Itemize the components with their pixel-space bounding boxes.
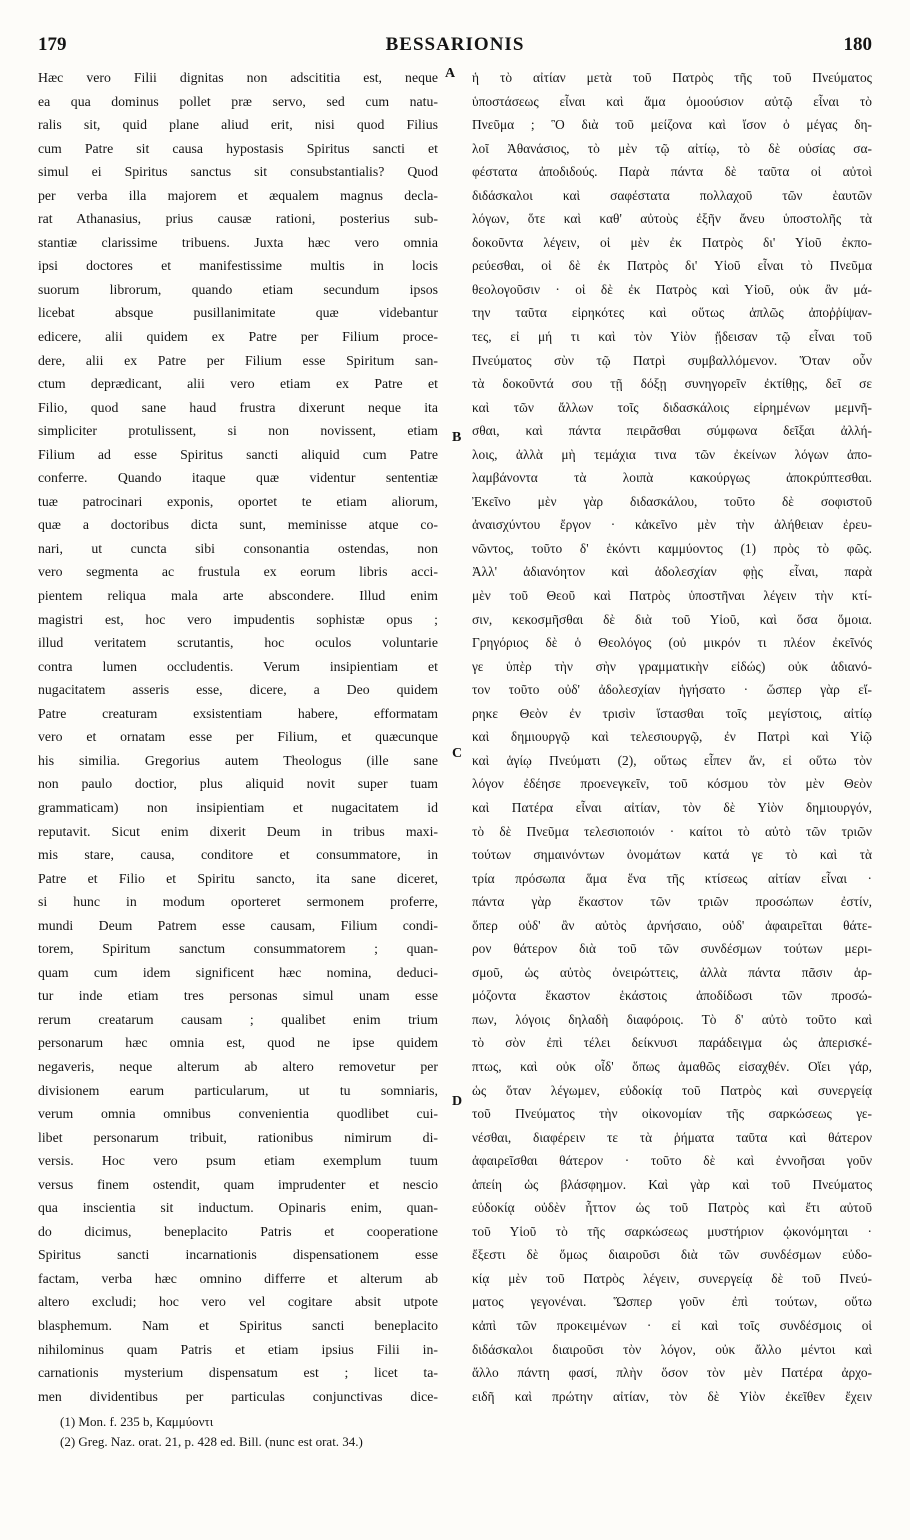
latin-text-line: dere, alii ex Patre per Filium esse Spiritum san- bbox=[38, 352, 438, 368]
latin-text-line: his similia. Gregorius autem Theologus (ille sane bbox=[38, 752, 438, 768]
greek-text-line: σθαι, καὶ πάντα πειρᾶσθαι σύμφωνα δεῖξαι ἀλλή- bbox=[472, 423, 872, 439]
greek-text-line: λαμβάνοντα τὰ λοιπὰ κακούργως ἀποκρύπτεσθαι. bbox=[472, 470, 872, 486]
greek-text-line: Πνεῦμα ; Ὃ διὰ τοῦ μείζονα καὶ ἴσον ὁ μέγας δη- bbox=[472, 117, 872, 133]
greek-text-line: ὡς ὅταν λέγωμεν, εὐδοκίᾳ τοῦ Πατρὸς καὶ συνεργείᾳ bbox=[472, 1082, 872, 1098]
greek-column bbox=[472, 66, 872, 1408]
latin-text-line: ctum deprædicant, alii vero etiam ex Patre et bbox=[38, 376, 438, 392]
greek-text-line: τον τοῦτο οὐδ' ἀδολεσχίαν ἡγήσατο · ὥσπερ γὰρ εἴ- bbox=[472, 682, 872, 698]
latin-text-line: negaveris, neque alterum ab altero removetur per bbox=[38, 1058, 438, 1074]
latin-text-line: verum omnia omnibus convenientia quodlibet cui- bbox=[38, 1106, 438, 1122]
latin-text-line: cum Patre sit causa hypostasis Spiritus sancti et bbox=[38, 140, 438, 156]
greek-text-line: σιν, κεκοσμῆσθαι δὲ διὰ τοῦ Υἱοῦ, καὶ ὅσα ὅμοια. bbox=[472, 611, 872, 627]
greek-text-line: κἀπὶ τῶν προκειμένων · εἰ καὶ τοῖς συνδέσμοις οἱ bbox=[472, 1317, 872, 1333]
latin-text-line: nugacitatem asseris esse, dicere, a Deo quidem bbox=[38, 682, 438, 698]
greek-text-line: ἀναισχύντου ἔργον · κἀκεῖνο μὲν τὴν ἀλήθειαν ἐρευ- bbox=[472, 517, 872, 533]
section-letter-c: C bbox=[452, 746, 463, 761]
latin-text-line: qua inscientia sit inductum. Opinaris enim, quan- bbox=[38, 1200, 438, 1216]
running-header bbox=[38, 34, 872, 64]
latin-text-line: licebat absque pusillanimitate quæ videbantur bbox=[38, 305, 438, 321]
latin-text-line: magistri est, hoc vero impudentis sophistæ opus ; bbox=[38, 611, 438, 627]
greek-text-line: τοῦ Πνεύματος τὴν οἰκονομίαν τῆς σαρκώσεως γε- bbox=[472, 1106, 872, 1122]
latin-text-line: edicere, alii quidem ex Patre per Filium proce- bbox=[38, 329, 438, 345]
latin-text-line: ipsi doctores et manifestissime multis in locis bbox=[38, 258, 438, 274]
greek-text-line: διδάσκαλοι καὶ σαφέστατα πολλαχοῦ τῶν ἑαυτῶν bbox=[472, 187, 872, 203]
latin-text-line: Patre creaturam exsistentiam habere, efformatam bbox=[38, 705, 438, 721]
latin-text-line: nihilominus quam Patris et etiam ipsius Filii in- bbox=[38, 1341, 438, 1357]
latin-text-line: Filium ad esse Spiritus sancti aliquid cum Patre bbox=[38, 446, 438, 462]
greek-text-line: θεολογοῦσιν · οἱ δὲ ἐκ Πατρὸς καὶ Υἱοῦ, οὐκ ἂν μά- bbox=[472, 281, 872, 297]
latin-text-line: conferre. Quando itaque quæ videntur sententiæ bbox=[38, 470, 438, 486]
greek-text-line: ὑποστάσεως εἶναι καὶ ἅμα ὁμοούσιον αὐτῷ εἶναι τὸ bbox=[472, 93, 872, 109]
greek-text-line: λοῖ Ἀθανάσιος, τὸ μὲν τῷ αἰτίῳ, τὸ δὲ οὐσίας σα- bbox=[472, 140, 872, 156]
latin-text-line: Hæc vero Filii dignitas non adscititia est, neque bbox=[38, 70, 438, 85]
greek-text-line: ὅπερ οὐδ' ἂν αὐτὸς ἀρνήσαιο, οὐδ' ἀφαιρεῖται θάτε- bbox=[472, 917, 872, 933]
greek-text-line: κίᾳ μὲν τοῦ Πατρὸς λέγειν, συνεργείᾳ δὲ τοῦ Πνεύ- bbox=[472, 1270, 872, 1286]
greek-text-line: διδάσκαλοι διαιροῦσι τὸν λόγον, οὐκ ἄλλο μέντοι καὶ bbox=[472, 1341, 872, 1357]
greek-text-line: εὐδοκίᾳ οὐδὲν ἧττον ὡς τοῦ Πατρὸς καὶ ἔτι αὐτοῦ bbox=[472, 1200, 872, 1216]
greek-text-line: ρον θάτερον διὰ τοῦ τῶν συνδέσμων τούτων μερι- bbox=[472, 941, 872, 957]
greek-text-line: ρεύεσθαι, οἱ δὲ ἐκ Πατρὸς δι' Υἱοῦ εἶναι τὸ Πνεῦμα bbox=[472, 258, 872, 274]
greek-text-line: τὰ δοκοῦντά σου τῇ δόξῃ συνηγορεῖν ἐκτίθῃς, δεῖ σε bbox=[472, 376, 872, 392]
latin-text-line: vero segmenta ac frustula ex eorum libris acci- bbox=[38, 564, 438, 580]
greek-text-line: τες, εἰ μή τι καὶ τὸν Υἱὸν ᾔδεισαν τῷ εἶναι τοῦ bbox=[472, 329, 872, 345]
greek-text-line: ἀφαιρεῖσθαι θάτερον · τοῦτο δὲ καὶ ἐννοῆσαι γοῦν bbox=[472, 1153, 872, 1169]
greek-text-line: τὸ σὸν ἐπὶ τέλει δείκνυσι παράδειγμα ὡς ἀπερισκέ- bbox=[472, 1035, 872, 1051]
latin-text-line: rerum creatarum causam ; qualibet enim trium bbox=[38, 1011, 438, 1027]
latin-text-line: carnationis mysterium dispensatum est ; licet ta- bbox=[38, 1365, 438, 1381]
page-number-left: 179 bbox=[38, 34, 67, 55]
greek-text-line: γε ὑπὲρ τὴν σὴν γραμματικὴν εἰδώς) οὐκ ἀδιανό- bbox=[472, 658, 872, 674]
latin-text-line: personarum hæc omnia est, quod ne ipse quidem bbox=[38, 1035, 438, 1051]
page-number-right: 180 bbox=[843, 34, 872, 55]
greek-text-line: ματος γεγονέναι. Ὥσπερ γοῦν ἐπὶ τούτων, οὕτω bbox=[472, 1294, 872, 1310]
greek-text-line: σμοῦ, ὡς αὐτὸς ὀνειρώττεις, ἀλλὰ πάντα πᾶσιν ἁρ- bbox=[472, 964, 872, 980]
greek-text-line: Γρηγόριος δὲ ὁ Θεολόγος (οὐ μικρόν τι πλέον ἐκεῖνός bbox=[472, 635, 872, 651]
latin-text-line: ralis sit, quid plane aliud erit, nisi quod Filius bbox=[38, 117, 438, 133]
latin-text-line: versis. Hoc vero psum etiam exemplum tuum bbox=[38, 1153, 438, 1169]
greek-text-line: ἡ τὸ αἰτίαν μετὰ τοῦ Πατρὸς τῆς τοῦ Πνεύματος bbox=[472, 70, 872, 85]
greek-text-line: Πνεύματος σὺν τῷ Πατρὶ συμβαλλόμενον. Ὅταν οὖν bbox=[472, 352, 872, 368]
latin-text-line: factam, verba hæc omnino differre et alterum ab bbox=[38, 1270, 438, 1286]
greek-text-line: ειδῆ καὶ πρώτην αἰτίαν, τὸν δὲ Υἱὸν ἐκεῖθεν ἔχειν bbox=[472, 1388, 872, 1404]
greek-text-line: νέσθαι, διαφέρειν τε τὰ ῥήματα ταῦτα καὶ θάτερον bbox=[472, 1129, 872, 1145]
latin-text-line: Filio, quod sane haud frustra dixerunt neque ita bbox=[38, 399, 438, 415]
latin-text-line: pientem reliqua mala arte abscondere. Illud enim bbox=[38, 588, 438, 604]
latin-text-line: si hunc in modum oporteret sermonem proferre, bbox=[38, 894, 438, 910]
latin-text-line: quæ a doctoribus dicta sunt, meminisse atque co- bbox=[38, 517, 438, 533]
latin-text-line: blasphemum. Nam et Spiritus sancti beneplacito bbox=[38, 1317, 438, 1333]
greek-text-line: Ἀλλ' ἀδιανόητον καὶ ἀδολεσχίαν φῂς εἶναι, παρὰ bbox=[472, 564, 872, 580]
section-letter-b: B bbox=[452, 430, 462, 445]
footnotes bbox=[60, 1412, 363, 1452]
greek-text-line: τρία πρόσωπα ἅμα ἕνα τῆς κτίσεως αἰτίαν εἶναι · bbox=[472, 870, 872, 886]
greek-text-line: Ἐκεῖνο μὲν γὰρ διδασκάλου, τοῦτο δὲ σοφιστοῦ bbox=[472, 493, 872, 509]
greek-text-line: τούτων σημαινόντων ὀνομάτων κατά γε τὸ καὶ τὰ bbox=[472, 847, 872, 863]
greek-text-line: λόγον ἐδέησε προενεγκεῖν, τοῦ κόσμου τὸν μὲν Θεὸν bbox=[472, 776, 872, 792]
greek-text-line: καὶ δημιουργῷ καὶ τελεσιουργῷ, ἐν Πατρὶ καὶ Υἱῷ bbox=[472, 729, 872, 745]
greek-text-line: πων, λόγοις δηλαδὴ διαφόροις. Τὸ δ' αὐτὸ τοῦτο καὶ bbox=[472, 1011, 872, 1027]
greek-text-line: ρηκε Θεὸν ἐν τρισὶν ἵστασθαι τοῖς μεγίστοις, αἰτίῳ bbox=[472, 705, 872, 721]
latin-text-line: versus finem ostendit, quam imprudenter et nescio bbox=[38, 1176, 438, 1192]
greek-text-line: λοις, ἀλλὰ μὴ τεμάχια τινα τῶν ἐκείνων λόγων ἀπο- bbox=[472, 446, 872, 462]
greek-text-line: πτως, καὶ οὐκ οἶδ' ὅπως ἀμαθῶς εἰσαχθέν. Οἴει γάρ, bbox=[472, 1058, 872, 1074]
greek-text-line: τοῦ Υἱοῦ τὸ τῆς σαρκώσεως μυστήριον ᾠκονόμηται · bbox=[472, 1223, 872, 1239]
latin-text-line: per verba illa majorem et æqualem magnus decla- bbox=[38, 187, 438, 203]
text-columns bbox=[38, 66, 872, 1406]
latin-text-line: tur inde etiam tres personas simul unam esse bbox=[38, 988, 438, 1004]
latin-text-line: simpliciter protulissent, si non novissent, etiam bbox=[38, 423, 438, 439]
latin-text-line: contra lumen occludentis. Verum insipientiam et bbox=[38, 658, 438, 674]
greek-text-line: λόγων, ὅτε καὶ καθ' αὐτοὺς ἐξῆν ἄνευ ὑποστολῆς τὰ bbox=[472, 211, 872, 227]
latin-text-line: libet personarum tribuit, rationibus nimirum di- bbox=[38, 1129, 438, 1145]
greek-text-line: μὲν τοῦ Θεοῦ καὶ Πατρὸς ὑποστῆναι λέγειν τὴν κτί- bbox=[472, 588, 872, 604]
footnote-2: (2) Greg. Naz. orat. 21, p. 428 ed. Bill. (nunc est orat. 34.) bbox=[60, 1434, 363, 1449]
latin-text-line: altero excludi; hoc vero vel cogitare absit utpote bbox=[38, 1294, 438, 1310]
greek-text-line: καὶ Πατέρα εἶναι αἰτίαν, τὸν δὲ Υἱὸν δημιουργόν, bbox=[472, 799, 872, 815]
greek-text-line: ἀπείη ὡς βλάσφημον. Καὶ γὰρ καὶ τοῦ Πνεύματος bbox=[472, 1176, 872, 1192]
section-letter-d: D bbox=[452, 1094, 463, 1109]
latin-text-line: suorum librorum, quando etiam secundum ipsos bbox=[38, 281, 438, 297]
latin-text-line: divisionem earum particularum, ut tu somniaris, bbox=[38, 1082, 438, 1098]
latin-text-line: mis stare, causa, conditore et consummatore, in bbox=[38, 847, 438, 863]
greek-text-line: μόζοντα ἕκαστον ἑκάστοις ἀποδίδωσι τῶν προσώ- bbox=[472, 988, 872, 1004]
greek-text-line: ἔξεστι δὲ ὅμως διαιροῦσι διὰ τῶν συνδέσμων εὐδο- bbox=[472, 1247, 872, 1263]
greek-text-line: την ταῦτα εἰρηκότες καὶ οὕτως ἁπλῶς ἀποῤῥίψαν- bbox=[472, 305, 872, 321]
latin-text-line: do dicimus, beneplacito Patris et cooperatione bbox=[38, 1223, 438, 1239]
greek-text-line: πάντα γὰρ ἕκαστον τῶν τριῶν προσώπων ἐστίν, bbox=[472, 894, 872, 910]
latin-text-line: nari, ut cuncta sibi consonantia ostendas, non bbox=[38, 540, 438, 556]
greek-text-line: καὶ τῶν ἄλλων τοῖς διδασκάλοις εἰρημένων μεμνῆ- bbox=[472, 399, 872, 415]
latin-text-line: grammaticam) non insipientiam et nugacitatem id bbox=[38, 799, 438, 815]
latin-text-line: non paulo doctior, plus aliquid novit super tuam bbox=[38, 776, 438, 792]
greek-text-line: τὸ δὲ Πνεῦμα τελεσιοποιόν · καίτοι τὸ αὐτὸ τῶν τριῶν bbox=[472, 823, 872, 839]
latin-text-line: simul ei Spiritus sanctus sit consubstantialis? Quod bbox=[38, 164, 438, 180]
latin-text-line: illud veritatem scrutantis, hoc oculos voluntarie bbox=[38, 635, 438, 651]
latin-text-line: quam cum idem significent hæc nomina, deduci- bbox=[38, 964, 438, 980]
latin-text-line: reputavit. Sicut enim dixerit Deum in tribus maxi- bbox=[38, 823, 438, 839]
latin-text-line: rat Athanasius, prius causæ rationi, posterius sub- bbox=[38, 211, 438, 227]
latin-column bbox=[38, 66, 438, 1408]
greek-text-line: ἄλλο πάντη φασί, πλὴν ὅσον τὸν μὲν Πατέρα ἀρχο- bbox=[472, 1365, 872, 1381]
latin-text-line: Patre et Filio et Spiritu sancto, ita sane diceret, bbox=[38, 870, 438, 886]
running-title: BESSARIONIS bbox=[385, 34, 525, 55]
latin-text-line: Spiritus sancti incarnationis dispensationem esse bbox=[38, 1247, 438, 1263]
greek-text-line: φέστατα ἀποδιδούς. Παρὰ πάντα δὲ ταῦτα οἱ αὐτοὶ bbox=[472, 164, 872, 180]
latin-text-line: mundi Deum Patrem esse causam, Filium condi- bbox=[38, 917, 438, 933]
latin-text-line: torem, Spiritum sanctum consummatorem ; quan- bbox=[38, 941, 438, 957]
greek-text-line: δοκοῦντα λέγειν, οἱ μὲν ἐκ Πατρὸς δι' Υἱοῦ ἐκπο- bbox=[472, 234, 872, 250]
latin-text-line: stantiæ clarissime tribuens. Juxta hæc vero omnia bbox=[38, 234, 438, 250]
section-letter-a: A bbox=[445, 66, 456, 81]
latin-text-line: men dividentibus per particulas conjunctivas dice- bbox=[38, 1388, 438, 1404]
greek-text-line: νῶντος, τοῦτο δ' ἑκόντι καμμύοντος (1) πρὸς τὸ φῶς. bbox=[472, 540, 872, 556]
latin-text-line: ea qua dominus pollet præ servo, sed cum natu- bbox=[38, 93, 438, 109]
latin-text-line: tuæ patrocinari exponis, oportet te etiam aliorum, bbox=[38, 493, 438, 509]
footnote-1: (1) Mon. f. 235 b, Καμμύοντι bbox=[60, 1414, 214, 1429]
greek-text-line: καὶ ἁγίῳ Πνεύματι (2), οὕτως εἶπεν ἄν, εἰ οὕτω τὸν bbox=[472, 752, 872, 768]
latin-text-line: vero et ornatam esse per Filium, et quæcunque bbox=[38, 729, 438, 745]
